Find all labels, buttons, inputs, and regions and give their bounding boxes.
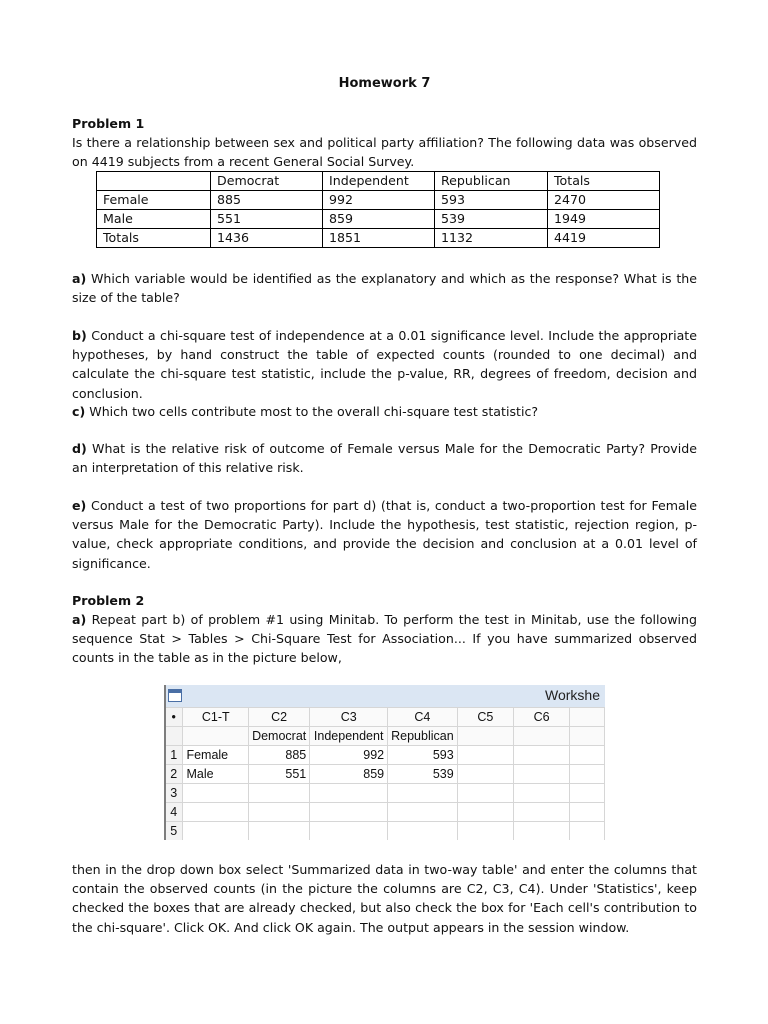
problem2-part-a [72,610,697,668]
worksheet-column-ids [165,708,605,727]
grid-cell [388,803,458,822]
grid-cell [570,803,605,822]
column-id [570,708,605,727]
table-cell: 1436 [211,229,323,248]
grid-cell [310,803,388,822]
table-cell: Democrat [211,172,323,191]
part-text: What is the relative risk of outcome of Female versus Male for the Democratic Party? Provide an interpretation of this relative risk. [72,441,697,476]
column-name [183,727,249,746]
part-label: c) [72,404,86,419]
table-cell: Independent [323,172,435,191]
part-text: Repeat part b) of problem #1 using Minitab. To perform the test in Minitab, use the following sequence Stat > Tables > Chi-Square Test for Association... If you have summarized observed counts in the table as in the picture below, [72,612,697,666]
grid-cell [310,822,388,841]
grid-cell [457,765,513,784]
grid-cell [570,822,605,841]
table-cell: Female [97,191,211,210]
part-text: Conduct a chi-square test of independence at a 0.01 significance level. Include the appropriate hypotheses, by hand construct the table of expected counts (rounded to one decimal) and calculate the chi-square test statistic, include the p-value, RR, degrees of freedom, decision and conclusion. [72,328,697,401]
part-text: Conduct a test of two proportions for part d) (that is, conduct a two-proportion test for Female versus Male for the Democratic Party). Include the hypothesis, test statistic, rejection region, p-value, check appropriate conditions, and provide the decision and conclusion at a 0.01 level of significance. [72,498,697,571]
grid-cell [388,822,458,841]
table-row [97,229,660,248]
table-cell: Republican [435,172,548,191]
grid-cell: Male [183,765,249,784]
table-cell: 992 [323,191,435,210]
grid-cell [249,822,310,841]
grid-cell [457,803,513,822]
grid-cell: 551 [249,765,310,784]
table-cell [97,172,211,191]
row-number: 4 [165,803,183,822]
problem1-intro: Is there a relationship between sex and political party affiliation? The following data was observed on 4419 subjects from a recent General Social Survey. [72,135,697,170]
problem2-heading: Problem 2 [72,593,145,608]
part-text: Which variable would be identified as the explanatory and which as the response? What is the size of the table? [72,271,697,306]
column-id: C6 [513,708,569,727]
table-cell: Male [97,210,211,229]
table-cell: 593 [435,191,548,210]
table-cell: Totals [97,229,211,248]
table-cell: 2470 [548,191,660,210]
worksheet-icon [168,689,182,702]
page-title: Homework 7 [338,76,431,91]
grid-cell [457,746,513,765]
table-cell: 539 [435,210,548,229]
worksheet-grid [164,707,605,840]
grid-cell [249,784,310,803]
grid-cell [183,803,249,822]
row-number: 5 [165,822,183,841]
row-header [165,727,183,746]
column-name [513,727,569,746]
grid-cell: 992 [310,746,388,765]
worksheet-row [165,784,605,803]
grid-corner: • [165,708,183,727]
part-b [72,326,697,403]
table-cell: 1132 [435,229,548,248]
worksheet-row [165,822,605,841]
column-id: C2 [249,708,310,727]
minitab-worksheet-image [164,685,605,840]
part-label: e) [72,498,87,513]
table-cell: Totals [548,172,660,191]
column-id: C4 [388,708,458,727]
grid-cell [513,765,569,784]
grid-cell [183,822,249,841]
column-id: C5 [457,708,513,727]
grid-cell: 539 [388,765,458,784]
table-cell: 551 [211,210,323,229]
worksheet-title: Workshe [545,687,600,703]
grid-cell [570,746,605,765]
table-row [97,191,660,210]
table-cell: 885 [211,191,323,210]
table-header-row [97,172,660,191]
grid-cell [570,765,605,784]
problem2-instructions: then in the drop down box select 'Summarized data in two-way table' and enter the columns that contain the observed counts (in the picture the columns are C2, C3, C4). Under 'Statistics', keep checked the boxes that are already checked, but also check the box for 'Each cell's contribution to the chi-square'. Click OK. And click OK again. The output appears in the session window. [72,862,697,935]
table-cell: 4419 [548,229,660,248]
column-name [570,727,605,746]
column-id: C1-T [183,708,249,727]
grid-cell: 859 [310,765,388,784]
part-label: b) [72,328,87,343]
grid-cell [513,803,569,822]
column-name: Democrat [249,727,310,746]
column-name: Republican [388,727,458,746]
grid-cell [249,803,310,822]
grid-cell: Female [183,746,249,765]
grid-cell [183,784,249,803]
observed-counts-table [96,171,660,248]
worksheet-row [165,803,605,822]
column-id: C3 [310,708,388,727]
worksheet-titlebar [164,685,605,708]
problem1-heading: Problem 1 [72,116,145,131]
grid-cell [310,784,388,803]
worksheet-row [165,765,605,784]
table-cell: 1851 [323,229,435,248]
grid-cell: 885 [249,746,310,765]
part-label: d) [72,441,87,456]
grid-cell [570,784,605,803]
grid-cell [513,784,569,803]
row-number: 3 [165,784,183,803]
column-name: Independent [310,727,388,746]
worksheet-left-edge [164,685,166,840]
part-label: a) [72,612,87,627]
part-label: a) [72,271,87,286]
worksheet-row [165,746,605,765]
grid-cell [388,784,458,803]
table-cell: 859 [323,210,435,229]
column-name [457,727,513,746]
worksheet-column-names [165,727,605,746]
part-e [72,496,697,573]
row-number: 2 [165,765,183,784]
row-number: 1 [165,746,183,765]
part-c [72,402,697,421]
grid-cell: 593 [388,746,458,765]
grid-cell [513,822,569,841]
grid-cell [457,822,513,841]
grid-cell [513,746,569,765]
grid-cell [457,784,513,803]
table-row [97,210,660,229]
part-text: Which two cells contribute most to the overall chi-square test statistic? [89,404,539,419]
part-d [72,439,697,477]
table-cell: 1949 [548,210,660,229]
part-a [72,269,697,307]
